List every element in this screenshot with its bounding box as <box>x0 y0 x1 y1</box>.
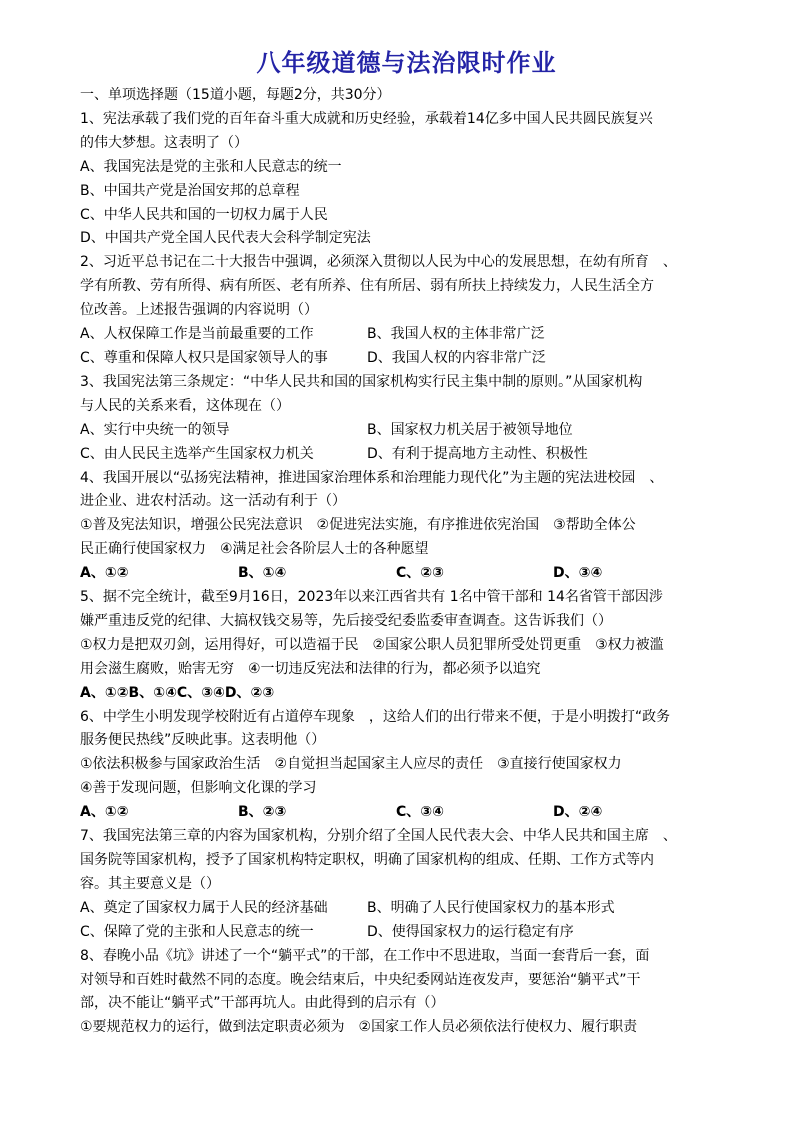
option-d: D、使得国家权力的运行稳定有序 <box>367 923 574 940</box>
question-stem: 7、我国宪法第三章的内容为国家机构，分别介绍了全国人民代表大会、中华人民共和国主席 、 <box>80 828 677 845</box>
question-stem: 国务院等国家机构，授予了国家机构特定职权，明确了国家机构的组成、任期、工作方式等内 <box>80 852 654 868</box>
option-a: A、我国宪法是党的主张和人民意志的统一 <box>80 158 342 175</box>
options-row: A、①②B、①④C、③④D、②③ <box>80 684 275 701</box>
question-5 <box>80 586 733 706</box>
option-c: C、由人民民主选举产生国家权力机关 <box>80 445 314 462</box>
question-stem: 进企业、进农村活动。这一活动有利于（） <box>80 493 346 510</box>
question-3 <box>80 371 733 467</box>
options-row <box>80 347 733 371</box>
options-row <box>80 897 733 921</box>
statement-line: 用会滋生腐败，贻害无穷 ④一切违反宪法和法律的行为，都必须予以追究 <box>80 660 541 677</box>
option-b: B、②③ <box>238 804 287 821</box>
option-b: B、中国共产党是治国安邦的总章程 <box>80 182 300 199</box>
option-b: B、国家权力机关居于被领导地位 <box>367 421 573 438</box>
option-c: C、②③ <box>396 565 444 582</box>
question-stem: 3、我国宪法第三条规定：“中华人民共和国的国家机构实行民主集中制的原则。”从国家机构 <box>80 373 643 390</box>
option-d: D、中国共产党全国人民代表大会科学制定宪法 <box>80 230 371 247</box>
option-b: B、明确了人民行使国家权力的基本形式 <box>367 899 615 916</box>
option-c: C、中华人民共和国的一切权力属于人民 <box>80 206 328 223</box>
option-b: B、①④ <box>238 565 287 582</box>
question-stem: 学有所教、劳有所得、病有所医、老有所养、住有所居、弱有所扶上持续发力，人民生活全方 <box>80 278 654 295</box>
option-a: A、①② <box>80 804 129 821</box>
option-c: C、尊重和保障人权只是国家领导人的事 <box>80 349 328 366</box>
options-row <box>80 562 733 586</box>
option-a: A、人权保障工作是当前最重要的工作 <box>80 326 314 343</box>
option-d: D、我国人权的内容非常广泛 <box>367 349 546 366</box>
option-a: A、实行中央统一的领导 <box>80 421 230 438</box>
statement-line: 民正确行使国家权力 ④满足社会各阶层人士的各种愿望 <box>80 541 429 558</box>
option-d: D、有利于提高地方主动性、积极性 <box>367 445 588 462</box>
option-b: B、我国人权的主体非常广泛 <box>367 326 545 343</box>
statement-line: ①依法积极参与国家政治生活 ②自觉担当起国家主人应尽的责任 ③直接行使国家权力 <box>80 756 622 773</box>
question-stem: 对领导和百姓时截然不同的态度。晚会结束后，中央纪委网站连夜发声，要惩治“躺平式”干 <box>80 971 641 988</box>
question-stem: 部，决不能让“躺平式”干部再坑人。由此得到的启示有（） <box>80 995 445 1012</box>
option-d: D、②④ <box>553 804 603 821</box>
question-stem: 容。其主要意义是（） <box>80 875 220 892</box>
statement-line: ①权力是把双刃剑，运用得好，可以造福于民 ②国家公职人员犯罪所受处罚更重 ③权力被滥 <box>80 636 664 653</box>
question-stem: 5、据不完全统计，截至9月16日，2023年以来江西省共有 1名中管干部和 14名省管干部因涉 <box>80 589 663 606</box>
section-header: 一、单项选择题（15道小题，每题2分，共30分） <box>80 87 391 103</box>
question-1 <box>80 108 733 251</box>
option-a: A、奠定了国家权力属于人民的经济基础 <box>80 899 328 916</box>
question-stem: 位改善。上述报告强调的内容说明（） <box>80 302 318 319</box>
option-c: C、③④ <box>396 804 444 821</box>
question-stem: 服务便民热线”反映此事。这表明他（） <box>80 732 326 749</box>
question-2 <box>80 251 733 371</box>
question-stem: 的伟大梦想。这表明了（） <box>80 134 248 151</box>
question-stem: 与人民的关系来看，这体现在（） <box>80 397 290 414</box>
question-stem: 8、春晚小品《坑》讲述了一个“躺平式”的干部，在工作中不思进取，当面一套背后一套，面 <box>80 947 650 964</box>
question-7 <box>80 825 733 945</box>
options-row <box>80 443 733 467</box>
question-stem: 1、宪法承载了我们党的百年奋斗重大成就和历史经验，承载着14亿多中国人民共圆民族复兴 <box>80 110 653 127</box>
question-stem: 嫌严重违反党的纪律、大搞权钱交易等，先后接受纪委监委审查调查。这告诉我们（） <box>80 612 612 629</box>
options-row <box>80 921 733 945</box>
options-row <box>80 419 733 443</box>
statement-line: ①要规范权力的运行，做到法定职责必须为 ②国家工作人员必须依法行使权力、履行职责 <box>80 1019 638 1036</box>
question-stem: 4、我国开展以“弘扬宪法精神，推进国家治理体系和治理能力现代化”为主题的宪法进校园 、 <box>80 469 664 486</box>
statement-line: ④善于发现问题，但影响文化课的学习 <box>80 780 317 797</box>
options-row <box>80 323 733 347</box>
question-6 <box>80 706 733 826</box>
question-stem: 2、习近平总书记在二十大报告中强调，必须深入贯彻以人民为中心的发展思想，在幼有所育 、 <box>80 254 677 271</box>
question-8 <box>80 945 733 1041</box>
option-a: A、①② <box>80 565 129 582</box>
options-row <box>80 801 733 825</box>
option-d: D、③④ <box>553 565 603 582</box>
option-c: C、保障了党的主张和人民意志的统一 <box>80 923 314 940</box>
question-stem: 6、中学生小明发现学校附近有占道停车现象 ，这给人们的出行带来不便，于是小明拨打“政务 <box>80 708 671 725</box>
page-title: 八年级道德与法治限时作业 <box>256 49 557 77</box>
question-4 <box>80 467 733 587</box>
statement-line: ①普及宪法知识，增强公民宪法意识 ②促进宪法实施，有序推进依宪治国 ③帮助全体公 <box>80 517 636 534</box>
